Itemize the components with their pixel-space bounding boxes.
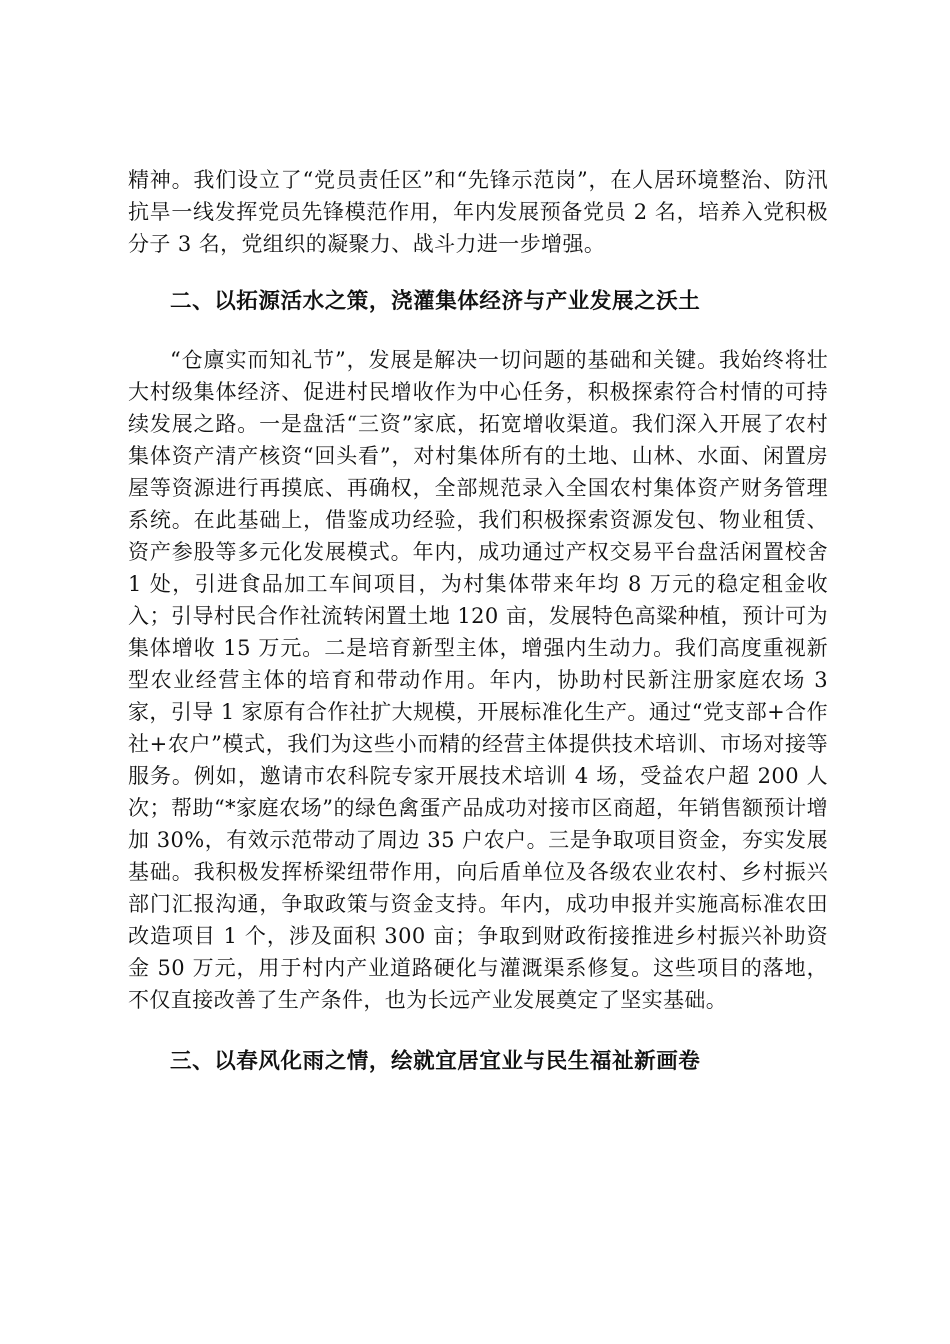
section-heading-3: 三、以春风化雨之情，绘就宜居宜业与民生福祉新画卷	[170, 1049, 701, 1074]
section-heading-2: 二、以拓源活水之策，浇灌集体经济与产业发展之沃土	[170, 289, 701, 314]
document-body	[128, 164, 828, 1104]
paragraph-section-2: “仓廪实而知礼节”，发展是解决一切问题的基础和关键。我始终将壮大村级集体经济、促进村民增收作为中心任务，积极探索符合村情的可持续发展之路。一是盘活“三资”家底，拓宽增收渠道。我们深入开展了农村集体资产清产核资“回头看”，对村集体所有的土地、山林、水面、闲置房屋等资源进行再摸底、再确权，全部规范录入全国农村集体资产财务管理系统。在此基础上，借鉴成功经验，我们积极探索资源发包、物业租赁、资产参股等多元化发展模式。年内，成功通过产权交易平台盘活闲置校舍 1 处，引进食品加工车间项目，为村集体带来年均 8 万元的稳定租金收入；引导村民合作社流转闲置土地 120 亩，发展特色高粱种植，预计可为集体增收 15 万元。二是培育新型主体，增强内生动力。我们高度重视新型农业经营主体的培育和带动作用。年内，协助村民新注册家庭农场 3 家，引导 1 家原有合作社扩大规模，开展标准化生产。通过“党支部+合作社+农户”模式，我们为这些小而精的经营主体提供技术培训、市场对接等服务。例如，邀请市农科院专家开展技术培训 4 场，受益农户超 200 人次；帮助“*家庭农场”的绿色禽蛋产品成功对接市区商超，年销售额预计增加 30%，有效示范带动了周边 35 户农户。三是争取项目资金，夯实发展基础。我积极发挥桥梁纽带作用，向后盾单位及各级农业农村、乡村振兴部门汇报沟通，争取政策与资金支持。年内，成功申报并实施高标准农田改造项目 1 个，涉及面积 300 亩；争取到财政衔接推进乡村振兴补助资金 50 万元，用于村内产业道路硬化与灌溉渠系修复。这些项目的落地，不仅直接改善了生产条件，也为长远产业发展奠定了坚实基础。	[128, 348, 828, 1012]
paragraph-continuation: 精神。我们设立了“党员责任区”和“先锋示范岗”，在人居环境整治、防汛抗旱一线发挥党员先锋模范作用，年内发展预备党员 2 名，培养入党积极分子 3 名，党组织的凝聚力、战斗力进一步增强。	[128, 168, 828, 256]
